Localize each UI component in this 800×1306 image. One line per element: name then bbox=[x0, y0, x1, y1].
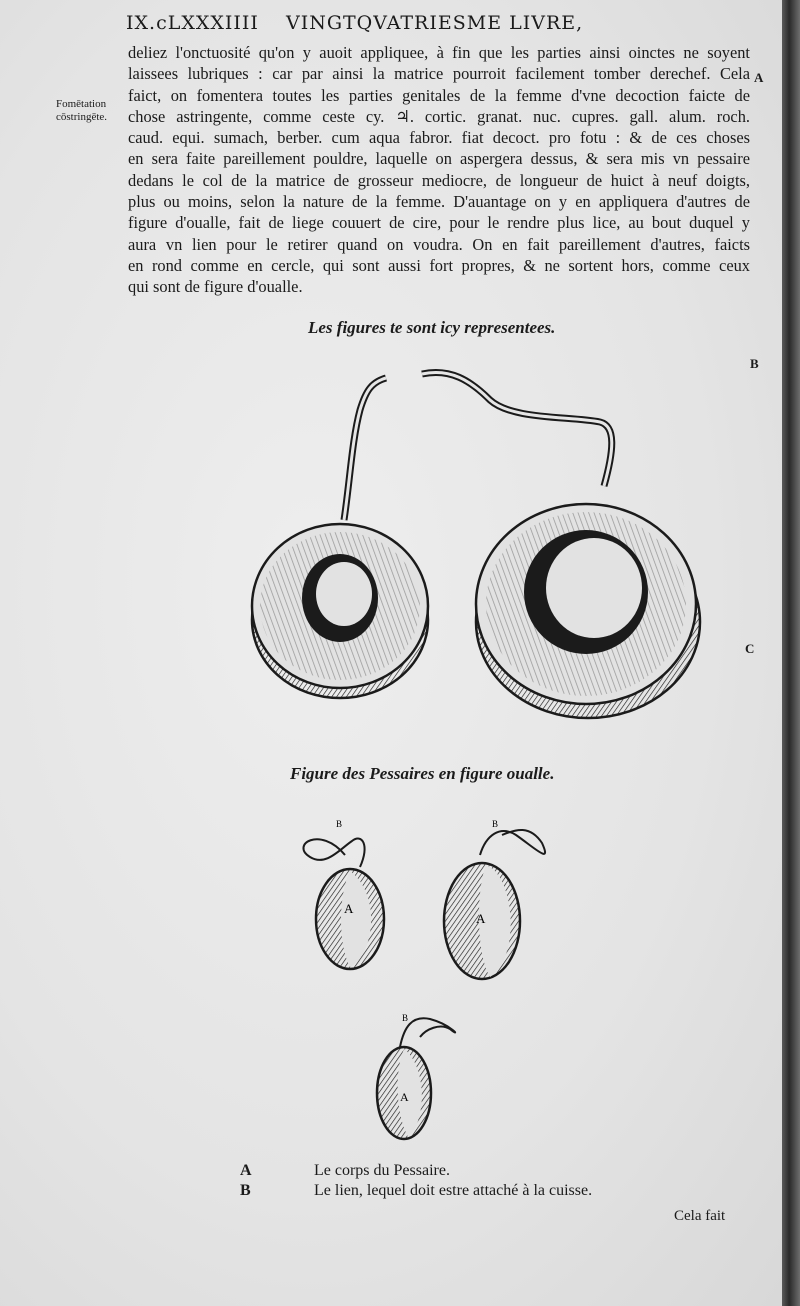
body-paragraph bbox=[128, 42, 750, 298]
legend-row-b bbox=[240, 1182, 592, 1200]
text-line: en sera faite pareillement pouldre, laquelle on aspergera dessus, & sera mis vn pessaire bbox=[128, 149, 750, 169]
oval-pessary-2 bbox=[444, 819, 545, 979]
round-pessary-left bbox=[252, 524, 428, 698]
text-line: qui sont de figure d'oualle. bbox=[128, 277, 303, 297]
legend-text: Le lien, lequel doit estre attaché à la cuisse. bbox=[314, 1182, 593, 1199]
oval-pessary-3 bbox=[377, 1013, 455, 1139]
folio-number: IX.cLXXXIIII bbox=[126, 12, 259, 34]
oval-cord-label: B bbox=[336, 819, 343, 829]
oval-body-label: A bbox=[344, 901, 354, 916]
catchword: Cela fait bbox=[674, 1208, 726, 1224]
text-line: plus ou moins, selon la nature de la femme. D'auantage on y en appliquera d'autres de bbox=[128, 192, 750, 212]
binding-gutter bbox=[782, 0, 800, 1306]
figure-caption-oval: Figure des Pessaires en figure oualle. bbox=[290, 764, 555, 783]
book-title: VINGTQVATRIESME LIVRE, bbox=[285, 12, 584, 34]
legend-row-a bbox=[240, 1162, 450, 1180]
legend-key: B bbox=[240, 1182, 251, 1199]
figure-caption-round: Les figures te sont icy representees. bbox=[308, 318, 556, 337]
round-pessaries-illustration bbox=[240, 360, 720, 730]
oval-pessary-1 bbox=[303, 819, 384, 969]
oval-pessaries-illustration bbox=[280, 815, 600, 1145]
section-letter-c: C bbox=[745, 641, 755, 656]
margin-note bbox=[56, 98, 126, 124]
round-pessary-right bbox=[476, 504, 700, 718]
oval-cord-label: B bbox=[492, 819, 499, 829]
text-line: aura vn lien pour le retirer quand on voudra. On en fait pareillement d'autres, faicts bbox=[128, 234, 750, 254]
legend-key: A bbox=[240, 1162, 252, 1179]
text-line: en rond comme en cercle, qui sont aussi fort propres, & ne sortent hors, comme ceux bbox=[128, 255, 750, 275]
oval-cord-label: B bbox=[402, 1013, 409, 1023]
section-letter-a: A bbox=[754, 70, 764, 85]
margin-note-line: cōstringēte. bbox=[56, 111, 108, 123]
oval-body-label: A bbox=[476, 911, 486, 926]
text-line: chose astringente, comme ceste cy. ♃. cortic. granat. nuc. cupres. gall. alum. roch. bbox=[128, 106, 750, 126]
legend-text: Le corps du Pessaire. bbox=[314, 1162, 450, 1179]
margin-note-line: Fomētation bbox=[56, 98, 107, 110]
text-line: figure d'oualle, fait de liege couuert de cire, pour le rendre plus lice, au bout duquel y bbox=[128, 213, 750, 233]
oval-body-label: A bbox=[400, 1090, 409, 1104]
text-line: laissees lubriques : car par ainsi la matrice pourroit facilement tomber derechef. Cela bbox=[128, 64, 750, 84]
text-line: faict, on fomentera toutes les parties genitales de la femme d'vne decoction faicte de bbox=[128, 85, 750, 105]
running-head bbox=[126, 12, 686, 34]
text-line: caud. equi. sumach, berber. cum aqua fabror. fiat decoct. pro fotu : & de ces choses bbox=[128, 128, 750, 148]
section-letter-b: B bbox=[750, 356, 759, 371]
text-line: deliez l'onctuosité qu'on y auoit appliquee, à fin que les parties ainsi oinctes ne soyent bbox=[128, 43, 750, 62]
text-line: dedans le col de la matrice de grosseur mediocre, de longueur de huict à neuf doigts, bbox=[128, 170, 750, 190]
